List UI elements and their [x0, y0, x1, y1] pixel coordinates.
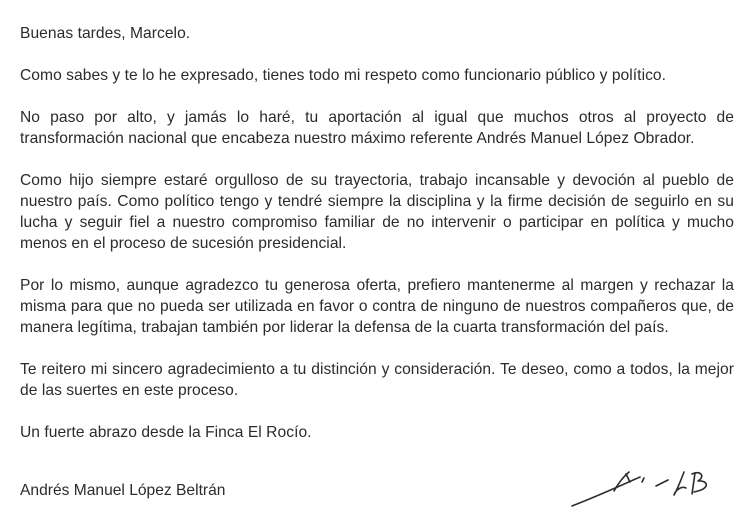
signer-name: Andrés Manuel López Beltrán: [20, 482, 226, 499]
letter-closing: Un fuerte abrazo desde la Finca El Rocío.: [20, 424, 312, 441]
letter-paragraph-3: Como hijo siempre estaré orgulloso de su trayectoria, trabajo incansable y devoción al pueblo de nuestro país. Como político tengo y tendré siempre la disciplina y la firme decisión de seguirlo en su lucha y seguir fiel a nuestro compromiso familiar de no intervenir o participar en política y mucho menos en el proceso de sucesión presidencial.: [20, 172, 734, 252]
letter-body: [20, 23, 734, 464]
letter-paragraph-5: Te reitero mi sincero agradecimiento a tu distinción y consideración. Te deseo, como a todos, la mejor de las suertes en este proceso.: [20, 361, 734, 399]
letter-paragraph-4: Por lo mismo, aunque agradezco tu generosa oferta, prefiero mantenerme al margen y rechazar la misma para que no pueda ser utilizada en favor o contra de ninguno de nuestros compañeros que, de manera legítima, trabajan también por liderar la defensa de la cuarta transformación del país.: [20, 277, 734, 336]
letter-paragraph-2: No paso por alto, y jamás lo haré, tu aportación al igual que muchos otros al proyecto de transformación nacional que encabeza nuestro máximo referente Andrés Manuel López Obrador.: [20, 109, 734, 147]
letter-greeting: Buenas tardes, Marcelo.: [20, 25, 191, 42]
letter-paragraph-1: Como sabes y te lo he expresado, tienes todo mi respeto como funcionario público y político.: [20, 67, 667, 84]
handwritten-signature: [568, 462, 728, 512]
